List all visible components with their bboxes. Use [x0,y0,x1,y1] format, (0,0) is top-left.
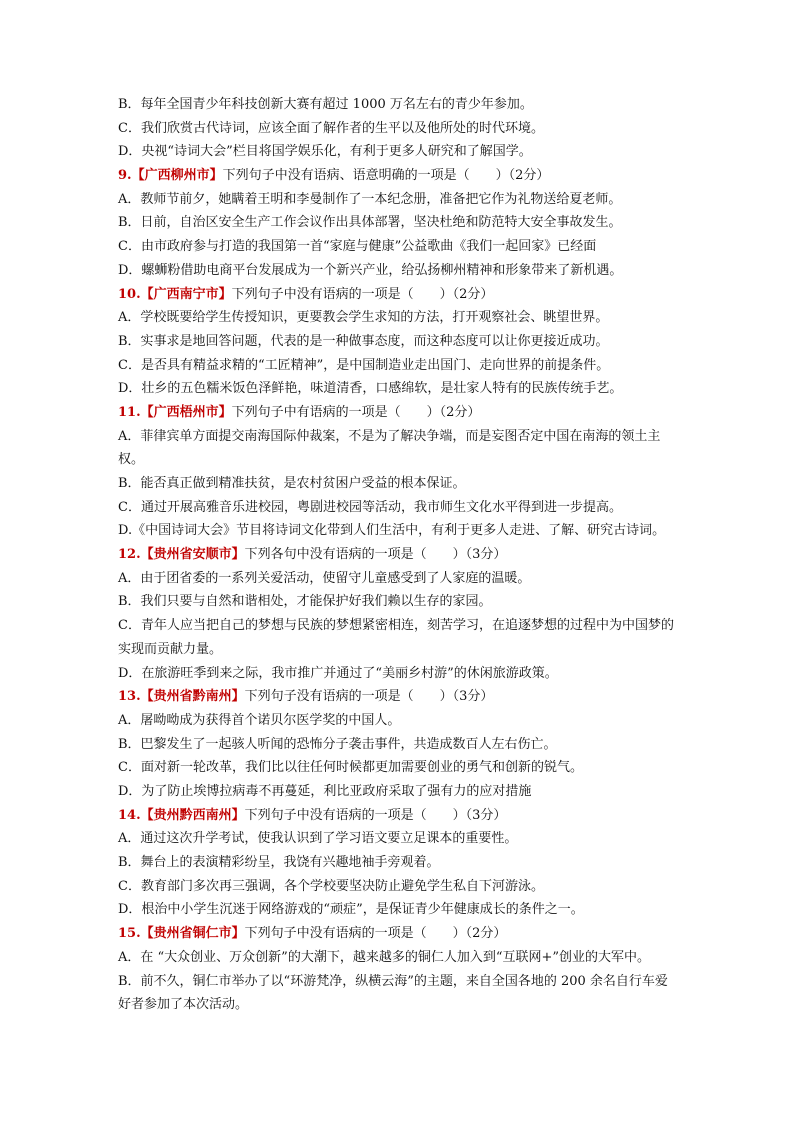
question-12-header [118,543,678,567]
question-13-option-a: A．屠呦呦成为获得首个诺贝尔医学奖的中国人。 [118,712,401,728]
prev-option-d: D．央视“诗词大会”栏目将国学娱乐化，有利于更多人研究和了解国学。 [118,144,532,160]
question-9-option-b: B．日前，自治区安全生产工作会议作出具体部署，坚决杜绝和防范特大安全事故发生。 [118,215,622,231]
question-13-option-d: D．为了防止埃博拉病毒不再蔓延，利比亚政府采取了强有力的应对措施 [118,784,532,800]
question-14-option-b: B．舞台上的表演精彩纷呈，我饶有兴趣地袖手旁观着。 [118,855,440,871]
question-number: 13. [118,689,141,705]
question-10-option-c: C．是否具有精益求精的“工匠精神”，是中国制造业走出国门、走向世界的前提条件。 [118,357,610,373]
question-stem: 下列句子中没有语病的一项是（ ）（3分） [244,807,507,823]
question-11-option-d: D.《中国诗词大会》节目将诗词文化带到人们生活中，有利于更多人走进、了解、研究古诗词。 [118,523,666,539]
question-number: 9. [118,168,132,184]
question-stem: 下列句子中没有语病的一项是（ ）（2分） [231,286,494,302]
question-source: 【广西南宁市】 [140,286,232,302]
question-13-option-c: C．面对新一轮改革，我们比以往任何时候都更加需要创业的勇气和创新的锐气。 [118,760,583,776]
question-number: 10. [118,286,141,302]
question-12-option-d: D．在旅游旺季到来之际，我市推广并通过了“美丽乡村游”的休闲旅游政策。 [118,665,558,681]
question-stem: 下列句子中没有语病、语意明确的一项是（ ）（2分） [222,168,550,184]
question-9-header [118,164,678,188]
question-number: 14. [118,807,141,823]
question-stem: 下列句子中有语病的一项是（ ）（2分） [231,404,481,420]
question-source: 【贵州黔西南州】 [140,807,245,823]
prev-option-c: C．我们欣赏古代诗词，应该全面了解作者的生平以及他所处的时代环境。 [118,120,544,136]
question-14-header [118,804,678,828]
question-13-header [118,685,678,709]
document-content [118,93,678,1017]
question-15-option-a: A．在 “大众创业、万众创新”的大潮下，越来越多的铜仁人加入到“互联网+”创业的大军中。 [118,949,650,965]
question-stem: 下列句子中没有语病的一项是（ ）（2分） [244,926,507,942]
question-12-option-b: B．我们只要与自然和谐相处，才能保护好我们赖以生存的家园。 [118,594,492,610]
question-stem: 下列句子没有语病的一项是（ ）（3分） [244,689,494,705]
question-10-option-d: D．壮乡的五色糯米饭色泽鲜艳，味道清香，口感绵软，是壮家人特有的民族传统手艺。 [118,381,623,397]
prev-option-b: B．每年全国青少年科技创新大赛有超过 1000 万名左右的青少年参加。 [118,97,533,112]
question-number: 11. [118,404,141,420]
question-number: 12. [118,547,141,563]
question-11-header [118,401,678,425]
question-10-option-a: A．学校既要给学生传授知识，更要教会学生求知的方法，打开观察社会、眺望世界。 [118,310,609,326]
question-11-option-c: C．通过开展高雅音乐进校园，粤剧进校园等活动，我市师生文化水平得到进一步提高。 [118,499,622,515]
question-14-option-d: D．根治中小学生沉迷于网络游戏的“顽症”，是保证青少年健康成长的条件之一。 [118,902,584,918]
question-10-header [118,283,678,307]
question-stem: 下列各句中没有语病的一项是（ ）（3分） [244,547,507,563]
question-source: 【贵州省黔南州】 [140,689,245,705]
question-10-option-b: B．实事求是地回答问题，代表的是一种做事态度，而这种态度可以让你更接近成功。 [118,333,609,349]
question-15-header [118,922,678,946]
question-source: 【广西柳州市】 [131,168,223,184]
question-9-option-d: D．螺蛳粉借助电商平台发展成为一个新兴产业，给弘扬柳州精神和形象带来了新机遇。 [118,262,623,278]
question-12-option-a: A．由于团省委的一系列关爱活动，使留守儿童感受到了人家庭的温暖。 [118,570,531,586]
question-12-option-c: C．青年人应当把自己的梦想与民族的梦想紧密相连，刻苦学习，在追逐梦想的过程中为中国梦的实现而贡献力量。 [118,618,674,657]
question-14-option-a: A．通过这次升学考试，使我认识到了学习语文要立足课本的重要性。 [118,831,518,847]
question-number: 15. [118,926,141,942]
question-15-option-b: B．前不久，铜仁市举办了以“环游梵净，纵横云海”的主题，来自全国各地的 200 余名自行车爱好者参加了本次活动。 [118,973,668,1013]
question-14-option-c: C．教育部门多次再三强调，各个学校要坚决防止避免学生私自下河游泳。 [118,878,544,894]
question-source: 【贵州省铜仁市】 [140,926,245,942]
question-source: 【贵州省安顺市】 [140,547,245,563]
question-11-option-a: A．菲律宾单方面提交南海国际仲裁案，不是为了解决争端，而是妄图否定中国在南海的领土主权。 [118,428,661,468]
question-9-option-a: A．教师节前夕，她瞒着王明和李曼制作了一本纪念册，准备把它作为礼物送给夏老师。 [118,191,622,207]
question-13-option-b: B．巴黎发生了一起骇人听闻的恐怖分子袭击事件，共造成数百人左右伤亡。 [118,736,557,752]
question-9-option-c: C．由市政府参与打造的我国第一首“家庭与健康”公益歌曲《我们一起回家》已经面 [118,239,597,255]
question-11-option-b: B．能否真正做到精准扶贫，是农村贫困户受益的根本保证。 [118,476,466,492]
question-source: 【广西梧州市】 [140,404,232,420]
